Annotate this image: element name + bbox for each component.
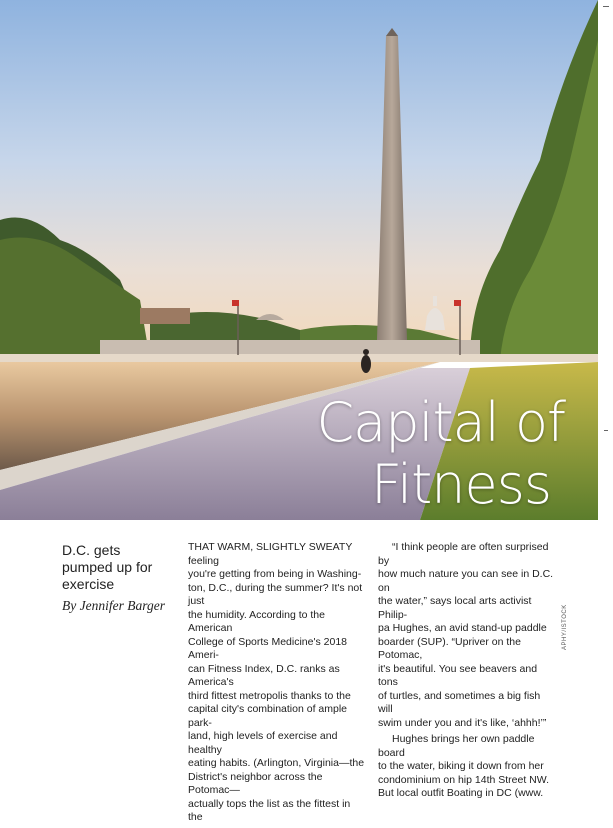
body-column-2 — [378, 541, 556, 804]
text-line: can Fitness Index, D.C. ranks as America's — [188, 662, 340, 688]
body-column-1 — [188, 541, 366, 828]
text-line: eating habits. (Arlington, Virginia—the — [188, 757, 365, 769]
text-line: College of Sports Medicine's 2018 Ameri- — [188, 635, 348, 661]
text-line: it's beautiful. You see beavers and tons — [378, 662, 538, 688]
text-line: ton, D.C., during the summer? It's not just — [188, 581, 363, 607]
text-line: third fittest metropolis thanks to the — [188, 689, 351, 702]
text-line: condominium on hip 14th Street NW. — [378, 773, 550, 786]
text-line: of turtles, and sometimes a big fish will — [378, 689, 541, 715]
article-deck: D.C. gets pumped up for exercise — [62, 542, 153, 592]
text-line: land, high levels of exercise and healthy — [188, 730, 338, 756]
article-byline: By Jennifer Barger — [62, 598, 165, 613]
article-title-line-2: Fitness — [370, 453, 551, 516]
text-line: you're getting from being in Washing- — [188, 568, 362, 580]
text-line: actually tops the list as the fittest in the — [188, 797, 351, 823]
text-line: the humidity. According to the American — [188, 608, 325, 634]
article-title-line-1: Capital of — [316, 391, 565, 454]
text-line: District's neighbor across the Potomac— — [188, 770, 323, 796]
body-paragraph — [378, 541, 556, 730]
text-line: Hughes brings her own paddle board — [378, 733, 535, 759]
text-line: boarder (SUP). “Upriver on the Potomac, — [378, 635, 521, 661]
text-line: how much nature you can see in D.C. on — [378, 568, 554, 594]
page-margin — [598, 0, 613, 691]
text-line: THAT WARM, SLIGHTLY SWEATY feeling — [188, 541, 353, 567]
text-line: the water,” says local arts activist Philip- — [378, 595, 532, 621]
body-paragraph — [188, 541, 366, 825]
text-line: capital city's combination of ample park- — [188, 703, 347, 729]
body-paragraph — [378, 733, 556, 801]
text-line: “I think people are often surprised by — [378, 541, 549, 567]
text-line: swim under you and it's like, ‘ahhh!’” — [378, 716, 547, 729]
margin-mark — [604, 430, 608, 431]
photo-credit: APHY/ISTOCK — [562, 604, 568, 650]
text-line: pa Hughes, an avid stand-up paddle — [378, 622, 547, 634]
text-line: But local outfit Boating in DC (www. — [378, 787, 544, 799]
margin-mark — [603, 6, 609, 7]
text-line: to the water, biking it down from her — [378, 760, 544, 772]
